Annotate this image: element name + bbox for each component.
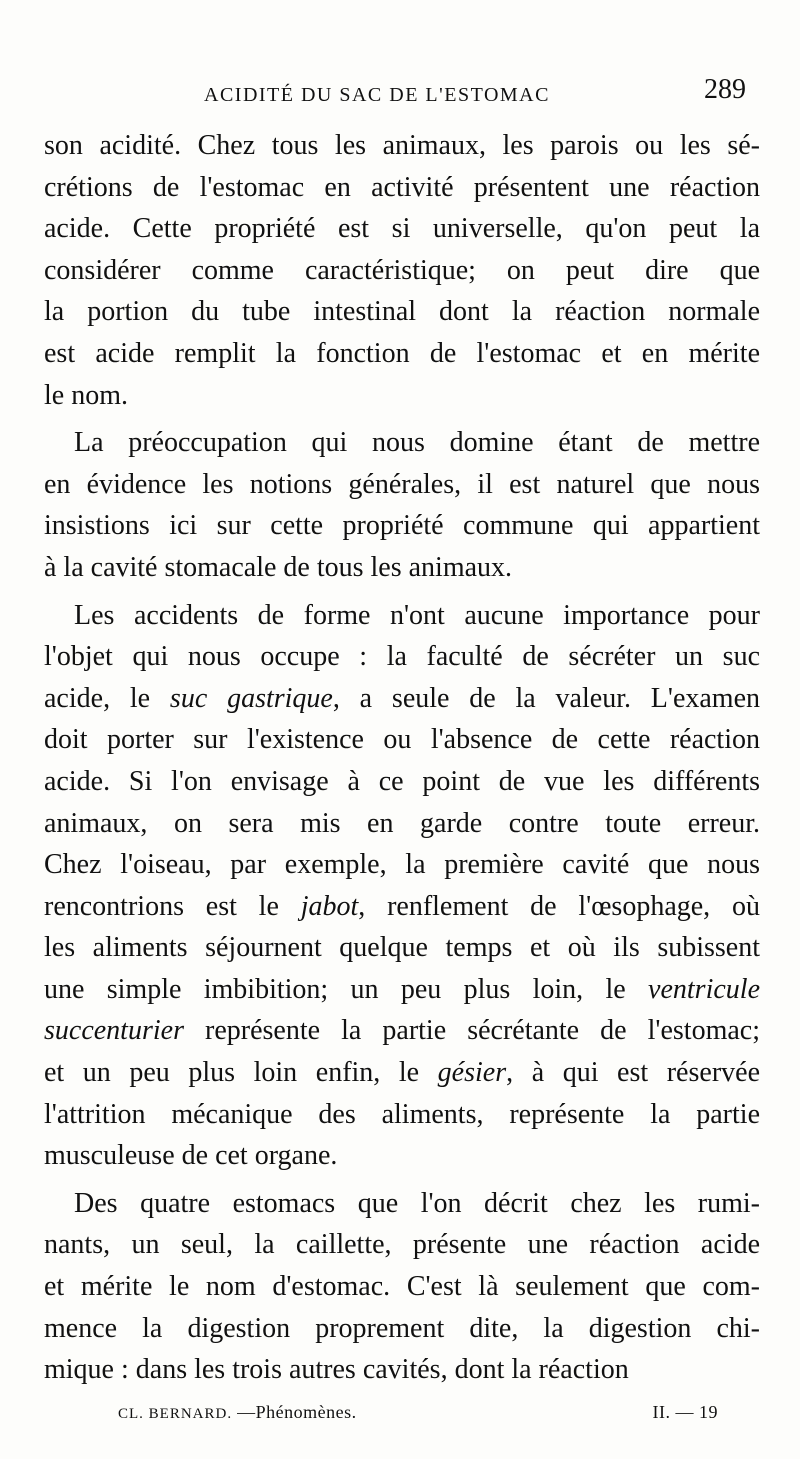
text-line	[44, 595, 760, 637]
signature-line	[118, 1402, 357, 1423]
text-run: La préoccupation qui nous domine étant de mettre	[74, 427, 760, 459]
text-run: animaux, on sera mis en garde contre toute erreur.	[44, 807, 760, 839]
paragraph	[44, 125, 760, 416]
text-line	[44, 1010, 760, 1052]
text-run: la portion du tube intestinal dont la réaction normale	[44, 296, 760, 328]
italic-term: suc gastrique	[169, 682, 333, 714]
page-footer	[118, 1402, 718, 1426]
body-text	[44, 125, 760, 1391]
paragraph	[44, 422, 760, 588]
text-run: à la cavité stomacale de tous les animaux.	[44, 551, 513, 583]
text-run: acide. Cette propriété est si universelle, qu'on peut la	[44, 213, 760, 245]
text-run: les aliments séjournent quelque temps et où ils subissent	[44, 932, 760, 964]
text-line	[44, 636, 760, 678]
text-run: doit porter sur l'existence ou l'absence de cette réaction	[44, 724, 760, 756]
text-run: est acide remplit la fonction de l'estomac et en mérite	[44, 337, 760, 369]
text-line	[44, 844, 760, 886]
sheet-signature: II. — 19	[652, 1402, 718, 1422]
text-run: acide, le	[44, 682, 170, 714]
text-line	[44, 333, 760, 375]
text-run: une simple imbibition; un peu plus loin, le	[44, 973, 649, 1005]
paragraph	[44, 595, 760, 1177]
text-run: , a seule de la valeur. L'examen	[332, 682, 761, 714]
text-line	[44, 250, 760, 292]
text-line	[44, 291, 760, 333]
page-header	[44, 74, 750, 114]
text-line	[44, 1349, 760, 1391]
text-line	[44, 1135, 760, 1177]
italic-term: ventricule	[648, 973, 760, 1005]
text-line	[44, 719, 760, 761]
text-run: nants, un seul, la caillette, présente une réaction acide	[44, 1229, 760, 1261]
text-line	[44, 208, 760, 250]
italic-term: jabot	[300, 890, 359, 922]
text-line	[44, 167, 760, 209]
text-run: insistions ici sur cette propriété commune qui appartient	[44, 510, 760, 542]
text-line	[44, 761, 760, 803]
text-run: l'objet qui nous occupe : la faculté de sécréter un suc	[44, 641, 760, 673]
text-run: et mérite le nom d'estomac. C'est là seulement que com-	[44, 1271, 760, 1303]
text-run: et un peu plus loin enfin, le	[44, 1057, 438, 1089]
text-line	[44, 969, 760, 1011]
footer-author: CL. BERNARD.	[118, 1406, 233, 1422]
text-line	[44, 464, 760, 506]
text-line	[44, 803, 760, 845]
paragraph	[44, 1183, 760, 1391]
italic-term: succenturier	[44, 1015, 184, 1047]
text-run: l'attrition mécanique des aliments, représente la partie	[44, 1098, 760, 1130]
text-line	[44, 678, 760, 720]
text-run: mence la digestion proprement dite, la digestion chi-	[44, 1312, 760, 1344]
text-line	[44, 547, 760, 589]
text-run: Chez l'oiseau, par exemple, la première cavité que nous	[44, 849, 760, 881]
text-run: son acidité. Chez tous les animaux, les parois ou les sé-	[44, 130, 760, 161]
text-line	[44, 1224, 760, 1266]
text-run: en évidence les notions générales, il est naturel que nous	[44, 468, 760, 500]
text-line	[44, 422, 760, 464]
text-line	[44, 1308, 760, 1350]
text-line	[44, 1183, 760, 1225]
text-line	[44, 505, 760, 547]
footer-separator: —	[232, 1402, 256, 1422]
text-run: Des quatre estomacs que l'on décrit chez les rumi-	[74, 1187, 760, 1219]
footer-title: Phénomènes.	[255, 1402, 357, 1422]
text-line	[44, 886, 760, 928]
text-line	[44, 125, 760, 167]
text-run: Les accidents de forme n'ont aucune importance pour	[74, 599, 760, 631]
italic-term: gésier	[437, 1057, 507, 1089]
text-run: , renflement de l'œsophage, où	[358, 890, 760, 922]
text-run: considérer comme caractéristique; on peut dire que	[44, 254, 760, 286]
text-run: rencontrions est le	[44, 890, 301, 922]
text-run: représente la partie sécrétante de l'estomac;	[183, 1015, 760, 1047]
text-run: acide. Si l'on envisage à ce point de vue les différents	[44, 765, 760, 797]
text-line	[44, 375, 760, 417]
text-line	[44, 1266, 760, 1308]
page-number: 289	[704, 74, 746, 105]
text-line	[44, 1094, 760, 1136]
text-run: , à qui est réservée	[506, 1057, 760, 1089]
text-line	[44, 927, 760, 969]
text-run: crétions de l'estomac en activité présentent une réaction	[44, 171, 760, 203]
text-line	[44, 1052, 760, 1094]
running-head: ACIDITÉ DU SAC DE L'ESTOMAC	[204, 84, 550, 106]
text-run: musculeuse de cet organe.	[44, 1140, 338, 1172]
text-run: le nom.	[44, 379, 128, 411]
text-run: mique : dans les trois autres cavités, dont la réaction	[44, 1354, 629, 1386]
